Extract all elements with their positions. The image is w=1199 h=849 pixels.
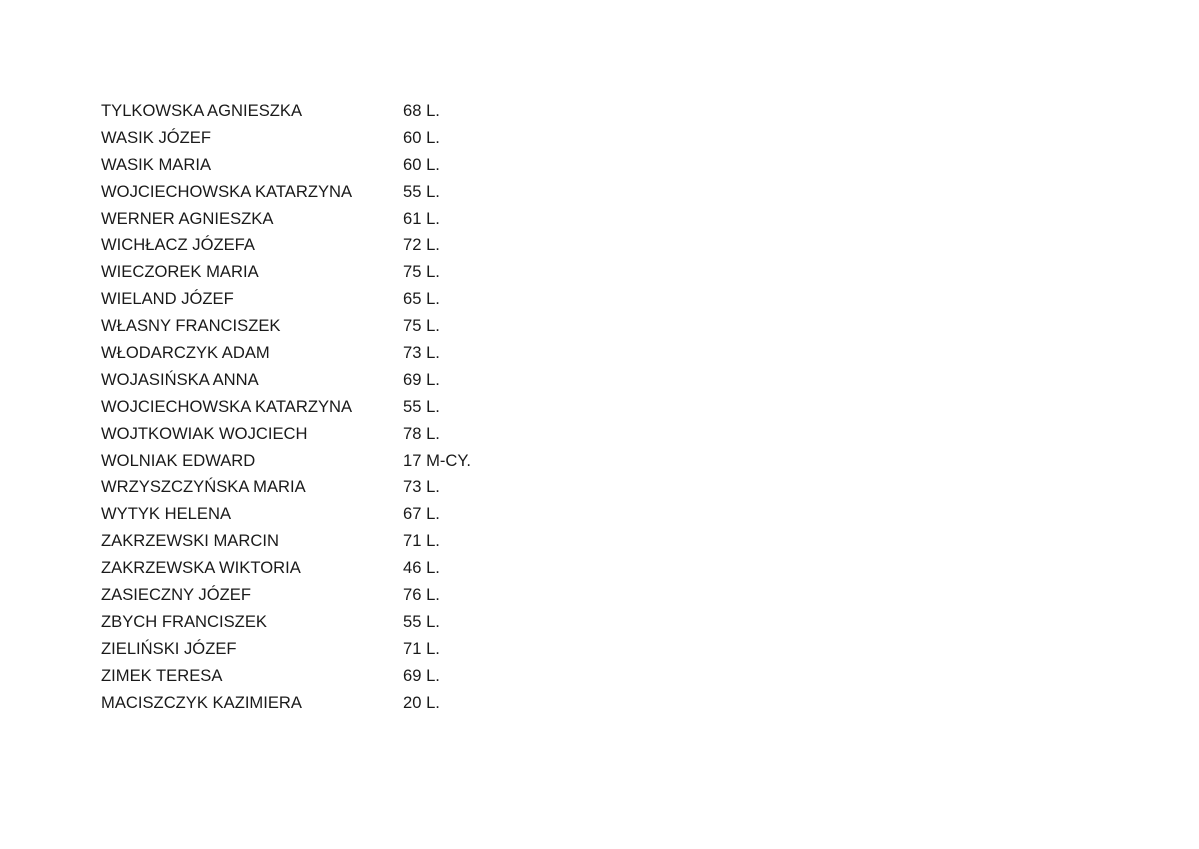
person-age: 55 L. [403, 181, 440, 201]
person-age: 46 L. [403, 558, 440, 578]
person-name: ZIMEK TERESA [101, 665, 223, 685]
person-age: 72 L. [403, 235, 440, 255]
person-name: WASIK MARIA [101, 154, 212, 174]
person-age: 65 L. [403, 289, 440, 309]
list-item [101, 125, 701, 152]
list-item [101, 663, 701, 690]
person-age: 60 L. [403, 127, 440, 147]
list-item [101, 259, 701, 286]
person-age: 75 L. [403, 316, 440, 336]
list-item [101, 501, 701, 528]
person-name: WERNER AGNIESZKA [101, 208, 274, 228]
person-name: WIELAND JÓZEF [101, 289, 234, 309]
person-age: 17 M-CY. [403, 450, 471, 470]
list-item [101, 179, 701, 206]
person-name: WICHŁACZ JÓZEFA [101, 235, 255, 255]
person-name: WOJCIECHOWSKA KATARZYNA [101, 396, 353, 416]
list-item [101, 340, 701, 367]
person-age: 76 L. [403, 585, 440, 605]
list-item [101, 232, 701, 259]
person-name: WYTYK HELENA [101, 504, 232, 524]
list-item [101, 206, 701, 233]
person-name: ZAKRZEWSKA WIKTORIA [101, 558, 301, 578]
list-item [101, 555, 701, 582]
list-item [101, 313, 701, 340]
list-item [101, 98, 701, 125]
person-name: TYLKOWSKA AGNIESZKA [101, 101, 303, 120]
list-item [101, 528, 701, 555]
person-name: WOJASIŃSKA ANNA [101, 369, 259, 389]
person-age: 71 L. [403, 531, 440, 551]
person-age: 60 L. [403, 154, 440, 174]
person-age: 73 L. [403, 477, 440, 497]
person-name: WRZYSZCZYŃSKA MARIA [101, 477, 306, 497]
person-age: 61 L. [403, 208, 440, 228]
person-age: 67 L. [403, 504, 440, 524]
person-name: ZASIECZNY JÓZEF [101, 585, 251, 605]
person-age: 55 L. [403, 396, 440, 416]
person-name: WASIK JÓZEF [101, 127, 212, 147]
list-item [101, 152, 701, 179]
person-name: WŁODARCZYK ADAM [101, 343, 270, 363]
list-item [101, 394, 701, 421]
person-name: WOLNIAK EDWARD [101, 450, 256, 470]
person-name: MACISZCZYK KAZIMIERA [101, 692, 302, 712]
person-name: WOJCIECHOWSKA KATARZYNA [101, 181, 353, 201]
person-age: 69 L. [403, 369, 440, 389]
list-item [101, 448, 701, 475]
list-item [101, 421, 701, 448]
list-item [101, 636, 701, 663]
list-item [101, 286, 701, 313]
person-name: WŁASNY FRANCISZEK [101, 316, 281, 336]
name-age-list [101, 98, 701, 716]
person-name: WOJTKOWIAK WOJCIECH [101, 423, 308, 443]
list-item [101, 367, 701, 394]
person-age: 20 L. [403, 692, 440, 712]
person-name: ZBYCH FRANCISZEK [101, 611, 267, 631]
person-name: ZAKRZEWSKI MARCIN [101, 531, 279, 551]
person-age: 55 L. [403, 611, 440, 631]
list-item [101, 474, 701, 501]
list-item [101, 582, 701, 609]
person-age: 75 L. [403, 262, 440, 282]
person-age: 71 L. [403, 638, 440, 658]
person-age: 69 L. [403, 665, 440, 685]
person-name: ZIELIŃSKI JÓZEF [101, 638, 237, 658]
person-age: 78 L. [403, 423, 440, 443]
list-item [101, 609, 701, 636]
list-item [101, 690, 701, 717]
person-age: 73 L. [403, 343, 440, 363]
person-age: 68 L. [403, 101, 440, 120]
person-name: WIECZOREK MARIA [101, 262, 259, 282]
